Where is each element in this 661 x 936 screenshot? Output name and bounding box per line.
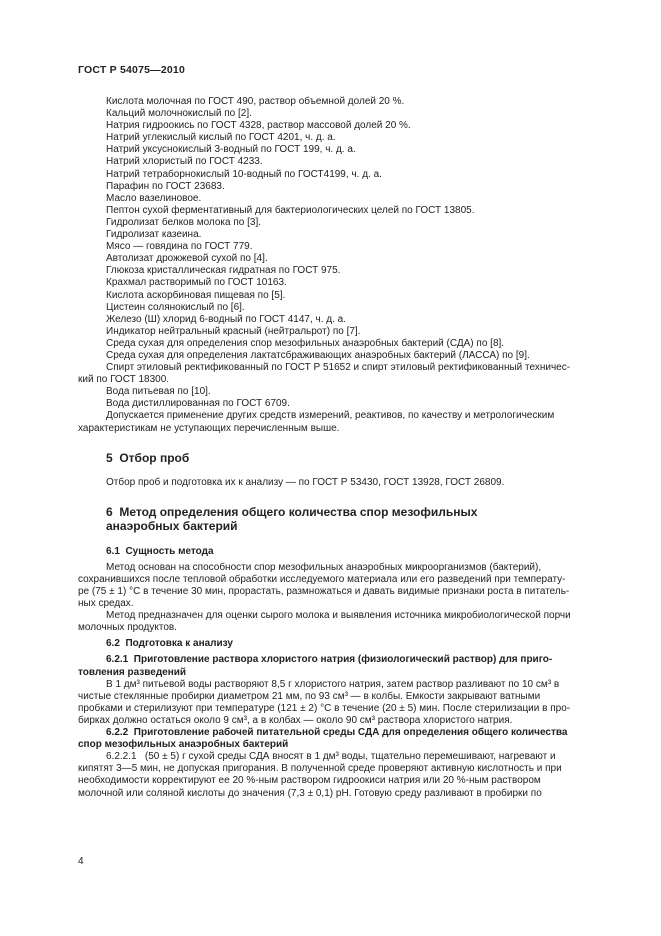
section-6-1-title: 6.1 Сущность метода [106, 545, 214, 557]
paragraph-line: 6.2.2.1 (50 ± 5) г сухой среды СДА вносят в 1 дм³ воды, тщательно перемешивают, нагревают и [106, 751, 556, 763]
allowed-note-cont: характеристикам не уступающих перечисленным выше. [78, 422, 340, 434]
section-6-2-1-title-cont: товления разведений [78, 666, 187, 678]
paragraph-line: молочной или соляной кислоты до значения (7,3 ± 0,1) рН. Готовую среду разливают в пробирки по [78, 787, 542, 799]
reagent-list [78, 96, 588, 435]
reagent-item: Среда сухая для определения спор мезофильных анаэробных бактерий (СДА) по [8]. [106, 337, 505, 349]
section-5-text: Отбор проб и подготовка их к анализу — по ГОСТ Р 53430, ГОСТ 13928, ГОСТ 26809. [106, 476, 505, 488]
reagent-item: Индикатор нейтральный красный (нейтральрот) по [7]. [106, 325, 361, 337]
reagent-item: Пептон сухой ферментативный для бактериологических целей по ГОСТ 13805. [106, 204, 475, 216]
section-6-2-2-title: 6.2.2 Приготовление рабочей питательной среды СДА для определения общего количества [106, 727, 568, 739]
paragraph-line: сохранившихся после тепловой обработки исследуемого материала или его разведений при температу- [78, 573, 566, 585]
reagent-item-distilled: Вода дистиллированная по ГОСТ 6709. [106, 398, 290, 410]
allowed-note: Допускается применение других средств измерений, реактивов, по качеству и метрологическим [106, 410, 555, 422]
section-6-title-cont: анаэробных бактерий [106, 519, 238, 534]
paragraph-line: ных средах. [78, 598, 134, 610]
reagent-item: Натрий углекислый кислый по ГОСТ 4201, ч. д. а. [106, 132, 336, 144]
page-content [78, 96, 588, 800]
reagent-item: Масло вазелиновое. [106, 192, 202, 204]
reagent-item: Натрий уксуснокислый 3-водный по ГОСТ 199, ч. д. а. [106, 144, 356, 156]
paragraph-line: пробками и стерилизуют при температуре (121 ± 2) °С в течение (20 ± 5) мин. После стерилизации в про- [78, 702, 571, 714]
reagent-item: Натрий хлористый по ГОСТ 4233. [106, 156, 263, 168]
paragraph-line: молочных продуктов. [78, 622, 177, 634]
paragraph-line: кипятят 3—5 мин, не допуская пригорания. В полученной среде проверяют активную кислотность и при [78, 763, 562, 775]
reagent-item: Автолизат дрожжевой сухой по [4]. [106, 253, 268, 265]
reagent-item: Мясо — говядина по ГОСТ 779. [106, 241, 253, 253]
paragraph-line: ре (75 ± 1) °С в течение 30 мин, прорастать, размножаться и давать видимые признаки роста в питатель- [78, 586, 570, 597]
reagent-item: Кальций молочнокислый по [2]. [106, 108, 252, 120]
section-6-title: 6 Метод определения общего количества спор мезофильных [106, 504, 478, 519]
reagent-item-spirit-cont: кий по ГОСТ 18300. [78, 374, 170, 386]
page-number: 4 [78, 856, 84, 867]
paragraph-line: В 1 дм³ питьевой воды растворяют 8,5 г хлористого натрия, затем раствор разливают по 10 см³ в [106, 678, 560, 690]
reagent-item: Натрия гидроокись по ГОСТ 4328, раствор массовой долей 20 %. [106, 120, 411, 132]
paragraph-line: чистые стеклянные пробирки диаметром 21 мм, по 93 см³ — в колбы. Емкости закрывают ватными [78, 690, 541, 702]
reagent-item: Цистеин солянокислый по [6]. [106, 301, 245, 313]
reagent-item: Кислота молочная по ГОСТ 490, раствор объемной долей 20 %. [106, 96, 405, 107]
reagent-item: Железо (Ш) хлорид 6-водный по ГОСТ 4147, ч. д. а. [106, 313, 347, 325]
reagent-item: Гидролизат казеина. [106, 229, 202, 241]
reagent-item: Среда сухая для определения лактатсбраживающих анаэробных бактерий (ЛАССА) по [9]. [106, 349, 530, 361]
reagent-item: Глюкоза кристаллическая гидратная по ГОСТ 975. [106, 265, 341, 277]
reagent-item: Кислота аскорбиновая пищевая по [5]. [106, 289, 286, 301]
section-6-2-2-title-cont: спор мезофильных анаэробных бактерий [78, 739, 289, 751]
reagent-item: Парафин по ГОСТ 23683. [106, 180, 225, 192]
section-6-2-1-title: 6.2.1 Приготовление раствора хлористого натрия (физиологический раствор) для приго- [106, 654, 553, 666]
reagent-item: Крахмал растворимый по ГОСТ 10163. [106, 277, 287, 289]
paragraph-line: необходимости корректируют ее 20 %-ным раствором гидроокиси натрия или 20 %-ным раствором [78, 775, 541, 787]
reagent-item: Натрий тетраборнокислый 10-водный по ГОСТ4199, ч. д. а. [106, 168, 382, 180]
paragraph-line: бирках должно остаться около 9 см³, а в колбах — около 90 см³ раствора хлористого натрия. [78, 714, 513, 726]
reagent-item-spirit: Спирт этиловый ректификованный по ГОСТ Р 51652 и спирт этиловый ректификованный техничес- [106, 362, 571, 374]
reagent-item-water: Вода питьевая по [10]. [106, 386, 211, 398]
reagent-item: Гидролизат белков молока по [3]. [106, 216, 262, 228]
section-5-title: 5 Отбор проб [106, 450, 190, 465]
paragraph-line: Метод предназначен для оценки сырого молока и выявления источника микробиологической порчи [106, 610, 571, 622]
section-6-2-title: 6.2 Подготовка к анализу [106, 638, 233, 650]
paragraph-line: Метод основан на способности спор мезофильных анаэробных микроорганизмов (бактерий), [106, 561, 542, 573]
standard-number-header: ГОСТ Р 54075—2010 [78, 64, 186, 76]
